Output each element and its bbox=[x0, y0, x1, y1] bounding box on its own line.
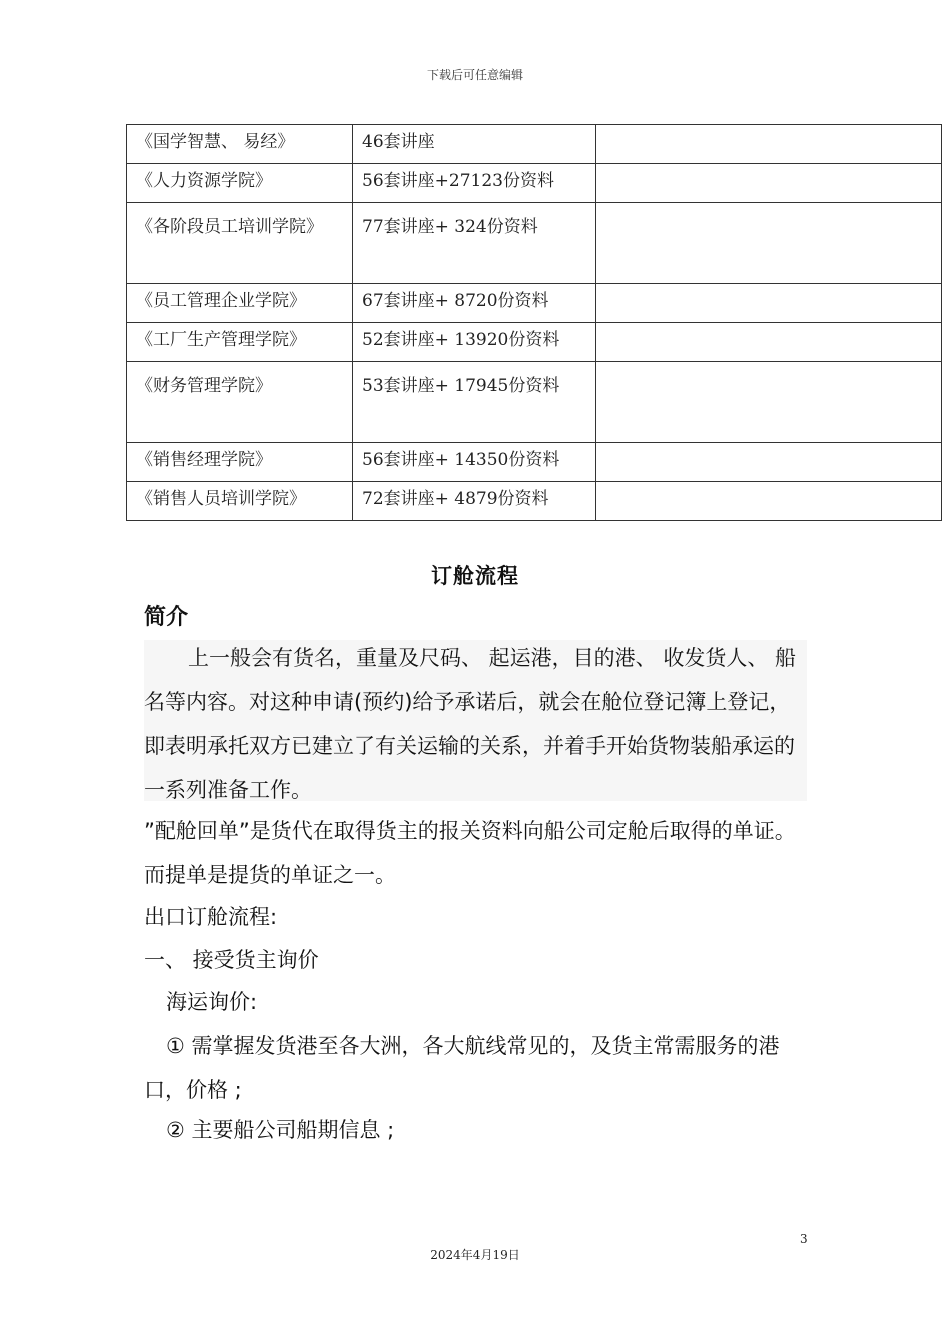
empty-cell bbox=[596, 125, 942, 164]
course-content-cell: 46套讲座 bbox=[353, 125, 596, 164]
table-row bbox=[127, 362, 942, 443]
inquiry-item-2: ② 主要船公司船期信息 ; bbox=[166, 1118, 395, 1142]
empty-cell bbox=[596, 443, 942, 482]
table-row bbox=[127, 443, 942, 482]
definition-paragraph: ”配舱回单”是货代在取得货主的报关资料向船公司定舱后取得的单证。而提单是提货的单证之一。 bbox=[144, 819, 796, 887]
empty-cell bbox=[596, 164, 942, 203]
section-heading: 简介 bbox=[144, 605, 189, 630]
empty-cell bbox=[596, 284, 942, 323]
course-catalog-table bbox=[126, 124, 942, 521]
table-row bbox=[127, 203, 942, 284]
course-name-cell: 《人力资源学院》 bbox=[127, 164, 353, 203]
course-content-cell: 77套讲座+ 324份资料 bbox=[353, 203, 596, 284]
page-number: 3 bbox=[800, 1232, 808, 1246]
empty-cell bbox=[596, 203, 942, 284]
empty-cell bbox=[596, 362, 942, 443]
sea-inquiry-label: 海运询价: bbox=[166, 990, 258, 1014]
footer-date: 2024年4月19日 bbox=[430, 1248, 520, 1262]
table-row bbox=[127, 125, 942, 164]
table-row bbox=[127, 482, 942, 521]
course-name-cell: 《员工管理企业学院》 bbox=[127, 284, 353, 323]
course-name-cell: 《销售经理学院》 bbox=[127, 443, 353, 482]
empty-cell bbox=[596, 323, 942, 362]
table-row bbox=[127, 164, 942, 203]
course-name-cell: 《国学智慧、 易经》 bbox=[127, 125, 353, 164]
course-name-cell: 《各阶段员工培训学院》 bbox=[127, 203, 353, 284]
table-row bbox=[127, 284, 942, 323]
course-content-cell: 72套讲座+ 4879份资料 bbox=[353, 482, 596, 521]
step-one-heading: 一、 接受货主询价 bbox=[144, 948, 319, 972]
course-content-cell: 53套讲座+ 17945份资料 bbox=[353, 362, 596, 443]
course-content-cell: 56套讲座+27123份资料 bbox=[353, 164, 596, 203]
course-content-cell: 56套讲座+ 14350份资料 bbox=[353, 443, 596, 482]
course-name-cell: 《财务管理学院》 bbox=[127, 362, 353, 443]
document-title: 订舱流程 bbox=[431, 564, 519, 588]
inquiry-item-1: ① 需掌握发货港至各大洲，各大航线常见的，及货主常需服务的港口，价格 ; bbox=[144, 1034, 780, 1102]
course-name-cell: 《销售人员培训学院》 bbox=[127, 482, 353, 521]
table-row bbox=[127, 323, 942, 362]
intro-paragraph: 上一般会有货名，重量及尺码、 起运港，目的港、 收发货人、 船名等内容。对这种申请(预约)给予承诺后，就会在舱位登记簿上登记，即表明承托双方已建立了有关运输的关系，并着手开始货物装船承运的一系列准备工作。 bbox=[144, 646, 797, 802]
course-content-cell: 52套讲座+ 13920份资料 bbox=[353, 323, 596, 362]
empty-cell bbox=[596, 482, 942, 521]
page-header-note: 下载后可任意编辑 bbox=[426, 68, 523, 82]
course-content-cell: 67套讲座+ 8720份资料 bbox=[353, 284, 596, 323]
course-name-cell: 《工厂生产管理学院》 bbox=[127, 323, 353, 362]
process-heading: 出口订舱流程: bbox=[144, 905, 278, 929]
